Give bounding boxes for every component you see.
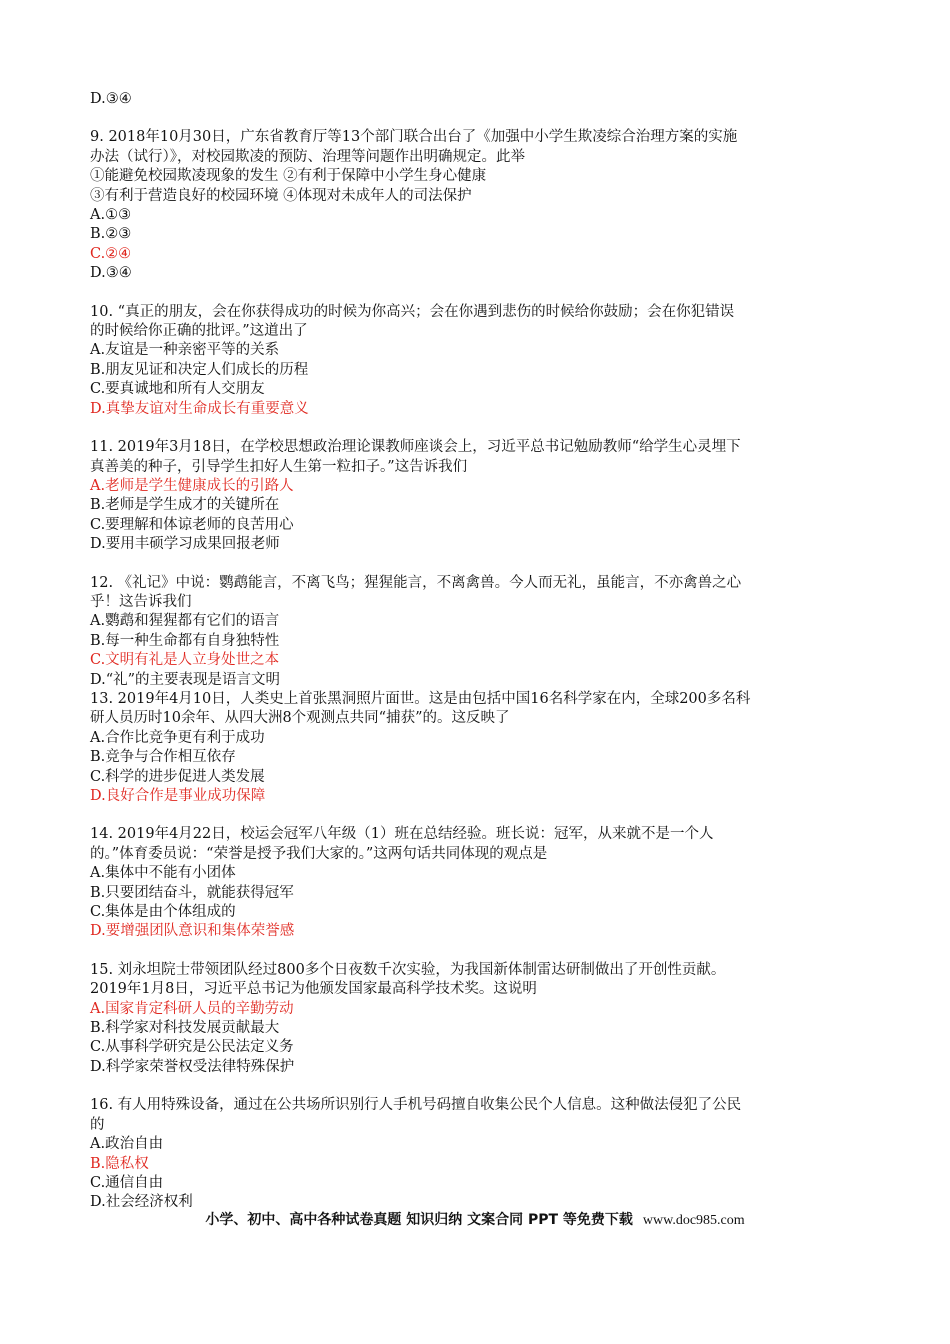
answer-option: C.文明有礼是人立身处世之本 bbox=[90, 652, 280, 669]
question-stem-line: 11. 2019年3月18日，在学校思想政治理论课教师座谈会上，习近平总书记勉励教师“给学生心灵埋下 bbox=[90, 439, 741, 456]
question-stem-line: 9. 2018年10月30日，广东省教育厅等13个部门联合出台了《加强中小学生欺凌综合治理方案的实施 bbox=[90, 129, 738, 146]
footer bbox=[0, 1209, 950, 1229]
question-stem-line: 办法（试行）》，对校园欺凌的预防、治理等问题作出明确规定。此举 bbox=[90, 148, 525, 165]
question-16 bbox=[90, 1096, 860, 1212]
option: A.①③ bbox=[90, 207, 132, 224]
footer-url[interactable]: www.doc985.com bbox=[642, 1213, 745, 1228]
question-9 bbox=[90, 128, 860, 302]
option: B.竞争与合作相互依存 bbox=[90, 749, 236, 766]
question-stem-line: 乎！这告诉我们 bbox=[90, 593, 192, 610]
option: B.每一种生命都有自身独特性 bbox=[90, 632, 280, 649]
question-stem-line: 的。”体育委员说：“荣誉是授予我们大家的。”这两句话共同体现的观点是 bbox=[90, 845, 548, 862]
option: D.③④ bbox=[90, 265, 132, 282]
question-stem-line: 2019年1月8日，习近平总书记为他颁发国家最高科学技术奖。这说明 bbox=[90, 981, 537, 998]
exam-page bbox=[90, 90, 860, 1213]
option: A.集体中不能有小团体 bbox=[90, 865, 236, 882]
question-list bbox=[90, 128, 860, 1212]
answer-option: D.要增强团队意识和集体荣誉感 bbox=[90, 923, 295, 940]
question-stem-line: 14. 2019年4月22日，校运会冠军八年级（1）班在总结经验。班长说：冠军，从来就不是一个人 bbox=[90, 826, 714, 843]
spacer bbox=[90, 1077, 860, 1096]
option: B.老师是学生成才的关键所在 bbox=[90, 497, 280, 514]
option: D.科学家荣誉权受法律特殊保护 bbox=[90, 1058, 295, 1075]
answer-option: B.隐私权 bbox=[90, 1155, 149, 1172]
footer-text: 小学、初中、高中各种试卷真题 知识归纳 文案合同 PPT 等免费下载 bbox=[205, 1212, 633, 1228]
option: B.②③ bbox=[90, 226, 132, 243]
option: A.合作比竞争更有利于成功 bbox=[90, 729, 265, 746]
option: C.集体是由个体组成的 bbox=[90, 904, 236, 921]
question-14 bbox=[90, 825, 860, 960]
option: C.通信自由 bbox=[90, 1174, 164, 1191]
answer-option: C.②④ bbox=[90, 245, 132, 262]
spacer bbox=[90, 284, 860, 303]
option: A.鹦鹉和猩猩都有它们的语言 bbox=[90, 613, 280, 630]
question-12 bbox=[90, 574, 860, 690]
option: B.只要团结奋斗，就能获得冠军 bbox=[90, 884, 294, 901]
option: B.科学家对科技发展贡献最大 bbox=[90, 1020, 280, 1037]
answer-option: A.国家肯定科研人员的辛勤劳动 bbox=[90, 1000, 294, 1017]
option: D.要用丰硕学习成果回报老师 bbox=[90, 536, 280, 553]
question-stem-line: 10. “真正的朋友，会在你获得成功的时候为你高兴；会在你遇到悲伤的时候给你鼓励；会在你犯错误 bbox=[90, 303, 735, 320]
question-statement: ①能避免校园欺凌现象的发生 ②有利于保障中小学生身心健康 bbox=[90, 168, 487, 185]
question-stem-line: 15. 刘永坦院士带领团队经过800多个日夜数千次实验，为我国新体制雷达研制做出了开创性贡献。 bbox=[90, 961, 726, 978]
answer-option: D.良好合作是事业成功保障 bbox=[90, 788, 266, 804]
option: D.“礼”的主要表现是语言文明 bbox=[90, 671, 281, 688]
spacer bbox=[90, 109, 860, 128]
option: C.要理解和体谅老师的良苦用心 bbox=[90, 516, 294, 533]
spacer bbox=[90, 942, 860, 961]
option: B.朋友见证和决定人们成长的历程 bbox=[90, 361, 309, 378]
question-stem-line: 的 bbox=[90, 1116, 105, 1133]
option-top: D.③④ bbox=[90, 91, 132, 107]
option: A.政治自由 bbox=[90, 1136, 164, 1153]
question-11 bbox=[90, 438, 860, 573]
option: D.社会经济权利 bbox=[90, 1194, 193, 1211]
question-10 bbox=[90, 303, 860, 438]
question-stem-line: 的时候给你正确的批评。”这道出了 bbox=[90, 323, 308, 340]
question-stem-line: 13. 2019年4月10日，人类史上首张黑洞照片面世。这是由包括中国16名科学家在内，全球200多名科 bbox=[90, 690, 751, 707]
spacer bbox=[90, 555, 860, 574]
question-statement: ③有利于营造良好的校园环境 ④体现对未成年人的司法保护 bbox=[90, 187, 472, 204]
question-stem-line: 研人员历时10余年、从四大洲8个观测点共同“捕获”的。这反映了 bbox=[90, 710, 510, 727]
option: A.友谊是一种亲密平等的关系 bbox=[90, 342, 280, 359]
question-stem-line: 真善美的种子，引导学生扣好人生第一粒扣子。”这告诉我们 bbox=[90, 458, 468, 475]
answer-option: A.老师是学生健康成长的引路人 bbox=[90, 477, 294, 494]
answer-option: D.真挚友谊对生命成长有重要意义 bbox=[90, 400, 309, 417]
option: C.从事科学研究是公民法定义务 bbox=[90, 1039, 294, 1056]
question-stem-line: 16. 有人用特殊设备，通过在公共场所识别行人手机号码擅自收集公民个人信息。这种做法侵犯了公民 bbox=[90, 1097, 742, 1114]
question-15 bbox=[90, 961, 860, 1096]
option: C.要真诚地和所有人交朋友 bbox=[90, 381, 265, 398]
option: C.科学的进步促进人类发展 bbox=[90, 768, 265, 785]
spacer bbox=[90, 806, 860, 825]
question-13 bbox=[90, 690, 860, 825]
question-stem-line: 12. 《礼记》中说：鹦鹉能言，不离飞鸟；猩猩能言，不离禽兽。今人而无礼，虽能言，不亦禽兽之心 bbox=[90, 574, 742, 591]
spacer bbox=[90, 419, 860, 438]
